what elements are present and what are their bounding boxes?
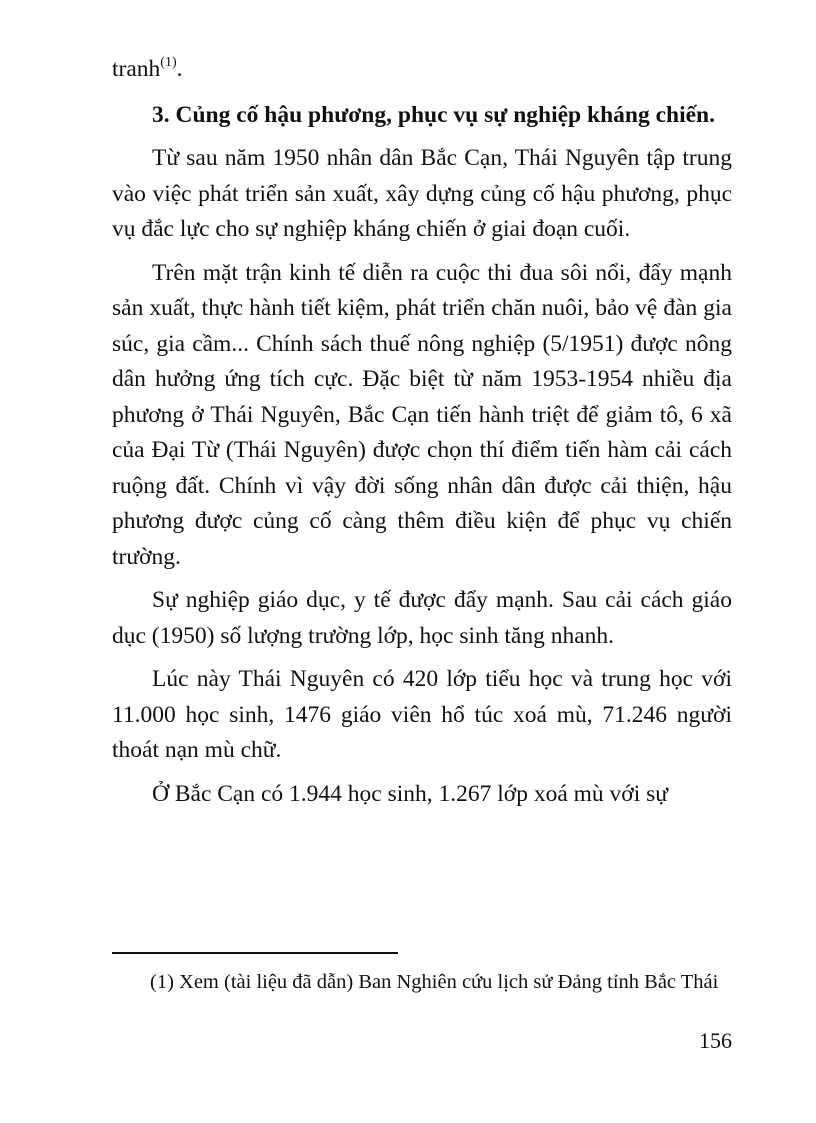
section-heading: 3. Củng cố hậu phương, phục vụ sự nghiệp kháng chiến. (152, 101, 715, 128)
paragraph-1: Từ sau năm 1950 nhân dân Bắc Cạn, Thái Nguyên tập trung vào việc phát triển sản xuất, xây dựng củng cố hậu phương, phục vụ đắc lực cho sự nghiệp kháng chiến ở giai đoạn cuối. (112, 145, 732, 242)
footnote: (1) Xem (tài liệu đã dẫn) Ban Nghiên cứu lịch sử Đảng tỉnh Bắc Thái (150, 971, 719, 993)
footnote-divider (112, 952, 398, 954)
footnote-reference: (1) (160, 55, 177, 70)
paragraph-4: Lúc này Thái Nguyên có 420 lớp tiểu học và trung học với 11.000 học sinh, 1476 giáo viên hổ túc xoá mù, 71.246 người thoát nạn mù chữ. (112, 666, 732, 763)
paragraph-3: Sự nghiệp giáo dục, y tế được đẩy mạnh. Sau cải cách giáo dục (1950) số lượng trường lớp, học sinh tăng nhanh. (112, 587, 732, 649)
continuation-word: tranh (112, 56, 161, 82)
paragraph-2: Trên mặt trận kinh tế diễn ra cuộc thi đua sôi nổi, đẩy mạnh sản xuất, thực hành tiết kiệm, phát triển chăn nuôi, bảo vệ đàn gia súc, gia cầm... Chính sách thuế nông nghiệp (5/1951) được nông dân hưởng ứng tích cực. Đặc biệt từ năm 1953-1954 nhiều địa phương ở Thái Nguyên, Bắc Cạn tiến hành triệt để giảm tô, 6 xã của Đại Từ (Thái Nguyên) được chọn thí điểm tiến hàm cải cách ruộng đất. Chính vì vậy đời sống nhân dân được cải thiện, hậu phương được củng cố càng thêm điều kiện để phục vụ chiến trường. (112, 259, 732, 570)
continuation-line (112, 52, 732, 88)
page-body (112, 52, 732, 812)
paragraph-5: Ở Bắc Cạn có 1.944 học sinh, 1.267 lớp xoá mù với sự (152, 780, 669, 807)
continuation-end: . (176, 56, 183, 82)
page-number: 156 (699, 1028, 732, 1053)
